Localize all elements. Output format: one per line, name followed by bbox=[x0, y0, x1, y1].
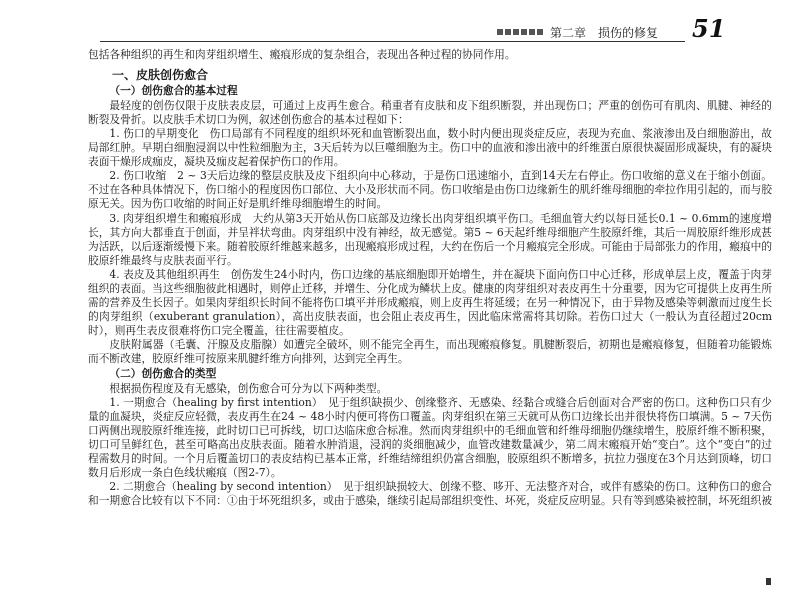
subsection-title-healing-types: （二）创伤愈合的类型 bbox=[109, 367, 217, 381]
section-title: 一、皮肤创伤愈合 bbox=[112, 68, 209, 83]
page-edge-mark bbox=[766, 578, 771, 585]
paragraph: 2. 伤口收缩 2 ~ 3天后边缘的整层皮肤及皮下组织向中心移动，于是伤口迅速缩小，直到14天左右停止。伤口收缩的意义在于缩小创面。不过在各种具体情况下，伤口缩小的程度因伤口部位、大小及形状而不同。伤口收缩是由伤口边缘新生的肌纤维母细胞的牵拉作用引起的，而与胶原无关。因为伤口收缩的时间正好是肌纤维母细胞增生的时间。 bbox=[88, 169, 773, 211]
paragraph: 最轻度的创伤仅限于皮肤表皮层，可通过上皮再生愈合。稍重者有皮肤和皮下组织断裂，并出现伤口；严重的创伤可有肌肉、肌腱、神经的断裂及骨折。以皮肤手术切口为例，叙述创伤愈合的基本过程如下： bbox=[88, 99, 772, 127]
page-body bbox=[88, 48, 772, 509]
page-number: 51 bbox=[692, 14, 726, 43]
paragraph: 2. 二期愈合（healing by second intention） 见于组织缺损较大、创缘不整、哆开、无法整齐对合，或伴有感染的伤口。这种伤口的愈合和一期愈合比较有以下不同：①由于坏死组织多，或由于感染，继续引起局部组织变性、坏死，炎症反应明显。只有等到感染被控制，坏死组织被 bbox=[88, 480, 773, 508]
paragraph: 4. 表皮及其他组织再生 创伤发生24小时内，伤口边缘的基底细胞即开始增生，并在凝块下面向伤口中心迁移，形成单层上皮，覆盖于肉芽组织的表面。当这些细胞彼此相遇时，则停止迁移，并增生、分化成为鳞状上皮。健康的肉芽组织对表皮再生十分重要，因为它可提供上皮再生所需的营养及生长因子。如果肉芽组织长时间不能将伤口填平并形成瘢痕，则上皮再生将延缓；在另一种情况下，由于异物及感染等刺激而过度生长的肉芽组织（exuberant granulation），高出皮肤表面，也会阻止表皮再生，因此临床常需将其切除。若伤口过大（一般认为直径超过20cm时），则再生表皮很难将伤口完全覆盖，往往需要植皮。 bbox=[88, 267, 773, 337]
paragraph: 1. 伤口的早期变化 伤口局部有不同程度的组织坏死和血管断裂出血，数小时内便出现炎症反应，表现为充血、浆液渗出及白细胞游出，故局部红肿。早期白细胞浸润以中性粒细胞为主，3天后转为以巨噬细胞为主。伤口中的血液和渗出液中的纤维蛋白原很快凝固形成凝块，有的凝块表面干燥形成痂皮，凝块及痂皮起着保护伤口的作用。 bbox=[88, 127, 772, 169]
page-header bbox=[0, 0, 800, 44]
chapter-title: 第二章 损伤的修复 bbox=[550, 26, 659, 40]
paragraph: 根据损伤程度及有无感染，创伤愈合可分为以下两种类型。 bbox=[109, 382, 388, 396]
header-decoration-bars bbox=[497, 29, 543, 35]
paragraph: 皮肤附属器（毛囊、汗腺及皮脂腺）如遭完全破坏，则不能完全再生，而出现瘢痕修复。肌腱断裂后，初期也是瘢痕修复，但随着功能锻炼而不断改建，胶原纤维可按原来肌腱纤维方向排列，达到完全再生。 bbox=[88, 337, 772, 365]
intro-paragraph: 包括各种组织的再生和肉芽组织增生、瘢痕形成的复杂组合，表现出各种过程的协同作用。 bbox=[88, 48, 516, 61]
paragraph: 1. 一期愈合（healing by first intention） 见于组织缺损少、创缘整齐、无感染、经黏合或缝合后创面对合严密的伤口。这种伤口只有少量的血凝块，炎症反应轻微，表皮再生在24 ~ 48小时内便可将伤口覆盖。肉芽组织在第三天就可从伤口边缘长出并很快将伤口填满。5 ~ 7天伤口两侧出现胶原纤维连接，此时切口已可拆线，切口达临床愈合标准。然而肉芽组织中的毛细血管和纤维母细胞仍继续增生，胶原纤维不断积聚，切口可呈鲜红色，甚至可略高出皮肤表面。随着水肿消退，浸润的炎细胞减少，血管改建数量减少，第二周末瘢痕开始“变白”。这个“变白”的过程需数月的时间。一个月后覆盖切口的表皮结构已基本正常，纤维结缔组织仍富含细胞，胶原组织不断增多，抗拉力强度在3个月达到顶峰，切口数月后形成一条白色线状瘢痕（图2-7）。 bbox=[88, 396, 773, 480]
header-rule bbox=[100, 41, 685, 42]
subsection-title-basic-process: （一）创伤愈合的基本过程 bbox=[109, 84, 238, 98]
paragraph: 3. 肉芽组织增生和瘢痕形成 大约从第3天开始从伤口底部及边缘长出肉芽组织填平伤口。毛细血管大约以每日延长0.1 ~ 0.6mm的速度增长，其方向大都垂直于创面，并呈袢状弯曲。肉芽组织中没有神经，故无感觉。第5 ~ 6天起纤维母细胞产生胶原纤维，其后一周胶原纤维形成甚为活跃，以后逐渐缓慢下来。随着胶原纤维越来越多，出现瘢痕形成过程，大约在伤后一个月瘢痕完全形成。可能由于局部张力的作用，瘢痕中的胶原纤维最终与皮肤表面平行。 bbox=[88, 211, 773, 267]
